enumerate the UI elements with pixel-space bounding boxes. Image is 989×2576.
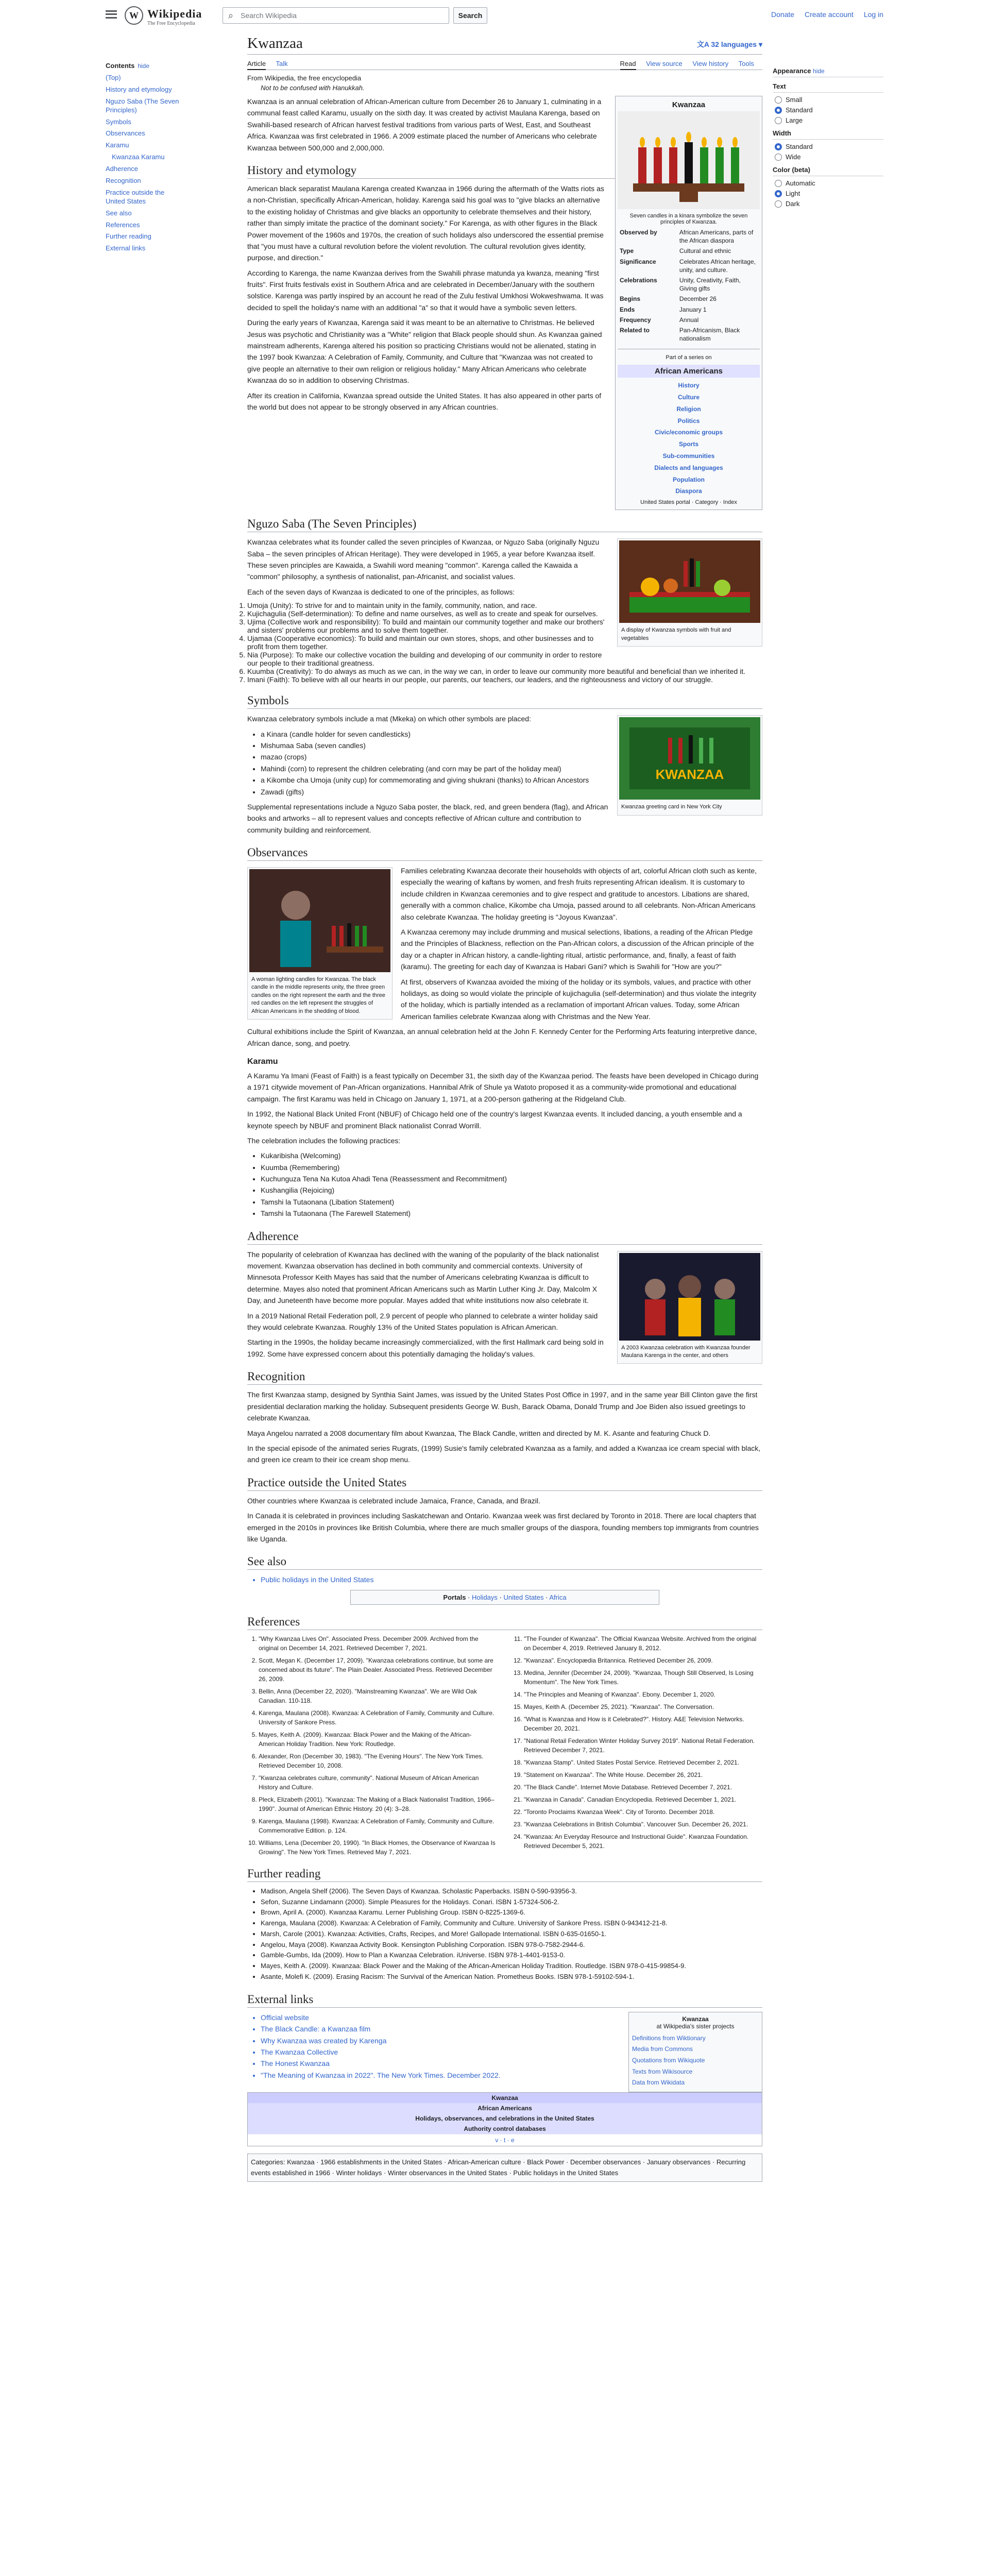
thumb-caption: A display of Kwanzaa symbols with fruit and vegetables [621, 627, 731, 641]
paragraph: Families celebrating Kwanzaa decorate their households with objects of art, colorful African cloth such as kente, especially the wearing of kaftans by women, and fresh fruits representing African idealism. It is customary to include children in Kwanzaa ceremonies and to give respect and gratitude to ancestors. Libations are shared, generally with a common chalice, Kikombe cha Umoja, passed around to all celebrants. Non-African Americans also celebrate Kwanzaa. The holiday greeting is "Joyous Kwanzaa". [401, 867, 757, 921]
external-link[interactable]: • The Black Candle: a Kwanzaa film [261, 2023, 762, 2035]
section-heading: Observances [247, 846, 762, 861]
section-heading: Further reading [247, 1867, 762, 1882]
toc-item[interactable]: Practice outside the United States [106, 188, 165, 205]
reference-item: 6. Alexander, Ron (December 30, 1983). "The Evening Hours". The New York Times. Retrieved December 10, 2008. [259, 1752, 497, 1770]
appearance-group-title: Width [773, 129, 883, 140]
series-row[interactable]: Culture [678, 394, 700, 401]
list-item: 2. Kujichagulia (Self-determination): To define and name ourselves, as well as to create and speak for ourselves. [247, 609, 762, 618]
sister-link[interactable]: Media from Commons [632, 2045, 693, 2053]
site-sub: From Wikipedia, the free encyclopedia [247, 74, 362, 82]
navbox-header[interactable]: African Americans [248, 2103, 762, 2113]
series-footer[interactable]: United States portal · Category · Index [640, 499, 737, 506]
infobox [615, 96, 762, 510]
appearance-option[interactable] [775, 190, 883, 197]
donate-link[interactable]: Donate [771, 10, 795, 19]
search-input[interactable]: ⌕ Search Wikipedia [223, 7, 449, 24]
appearance-title: Appearance hide [773, 67, 883, 77]
series-row[interactable]: Diaspora [675, 487, 702, 495]
list-item: 5. Nia (Purpose): To make our collective vocation the building and developing of our community in order to restore our people to their traditional greatness. [247, 651, 762, 667]
reference-item: 9. Karenga, Maulana (1998). Kwanzaa: A Celebration of Family, Community and Culture. Commemorative Edition. p. 124. [259, 1817, 497, 1835]
infobox-key: Significance [620, 258, 656, 265]
sister-link[interactable]: Definitions from Wiktionary [632, 2034, 706, 2042]
infobox-key: Ends [620, 306, 635, 313]
infobox-title: Kwanzaa [672, 100, 706, 109]
karamu-list [261, 1150, 762, 1219]
list-item: • Tamshi la Tutaonana (Libation Statement) [261, 1196, 762, 1208]
further-reading-item: • Sefon, Suzanne Lindamann (2000). Simple Pleasures for the Holidays. Conari. ISBN 1-57324-506-2. [261, 1897, 762, 1908]
tab-view-source[interactable]: View source [646, 60, 683, 67]
appearance-group-title: Text [773, 82, 883, 93]
section-heading: Nguzo Saba (The Seven Principles) [247, 517, 762, 532]
infobox-key: Frequency [620, 316, 651, 324]
further-reading-item: • Mayes, Keith A. (2009). Kwanzaa: Black Power and the Making of the African-American Holiday Tradition. Routledge. ISBN 978-0-415-99854-9. [261, 1961, 762, 1972]
paragraph: Each of the seven days of Kwanzaa is dedicated to one of the principles, as follows: [247, 587, 515, 596]
list-item: • a Kinara (candle holder for seven candlesticks) [261, 728, 762, 740]
option-label: Standard [786, 143, 813, 150]
tab-talk[interactable]: Talk [276, 60, 288, 67]
thumbnail [247, 867, 393, 1020]
reference-item: 22. "Toronto Proclaims Kwanzaa Week". City of Toronto. December 2018. [524, 1807, 762, 1817]
section-heading: Practice outside the United States [247, 1476, 762, 1491]
external-link[interactable]: • "The Meaning of Kwanzaa in 2022". The New York Times. December 2022. [261, 2070, 762, 2081]
paragraph: Starting in the 1990s, the holiday became increasingly commercialized, with the first Hallmark card being sold in 1992. Some have expressed concern about this potentially damaging the holiday's values. [247, 1338, 604, 1358]
infobox-value: African Americans, parts of the African diaspora [679, 229, 754, 245]
reference-item: 5. Mayes, Keith A. (2009). Kwanzaa: Black Power and the Making of the African-American Holiday Tradition. New York: Routledge. [259, 1730, 497, 1749]
svg-text:KWANZAA: KWANZAA [655, 767, 724, 783]
sister-link[interactable]: Quotations from Wikiquote [632, 2057, 705, 2064]
radio-icon[interactable] [775, 143, 782, 150]
portal-link[interactable]: Holidays [472, 1593, 498, 1601]
appearance-group-title: Color (beta) [773, 166, 883, 176]
wikipedia-globe-logo[interactable]: W [125, 6, 143, 25]
paragraph: In 1992, the National Black United Front (NBUF) of Chicago held one of the country's largest Kwanzaa events. It included dancing, a youth ensemble and a keynote speech by NBUF and prominent Black nationalist Conrad Worrill. [247, 1110, 742, 1130]
section-heading: References [247, 1615, 762, 1630]
appearance-option[interactable] [775, 153, 883, 161]
infobox-value: December 26 [679, 295, 717, 303]
appearance-option[interactable] [775, 96, 883, 104]
infobox-value: Pan-Africanism, Black nationalism [679, 326, 740, 343]
candle-lighting-image[interactable] [249, 869, 390, 972]
reference-item: 16. "What is Kwanzaa and How is it Celebrated?". History. A&E Television Networks. December 20, 2021. [524, 1715, 762, 1733]
series-title[interactable]: African Americans [618, 365, 760, 378]
toc-item[interactable]: Further reading [106, 232, 151, 241]
table-of-contents [106, 62, 183, 256]
external-link[interactable]: • The Kwanzaa Collective [261, 2046, 762, 2058]
toc-subitem[interactable]: Kwanzaa Karamu [112, 153, 165, 161]
external-link[interactable]: • The Honest Kwanzaa [261, 2058, 762, 2069]
appearance-option[interactable] [775, 116, 883, 124]
wordmark[interactable]: Wikipedia [147, 7, 202, 20]
thumb-caption: A 2003 Kwanzaa celebration with Kwanzaa founder Maulana Karenga in the center, and others [621, 1344, 751, 1359]
kwanzaa-display-image[interactable] [619, 540, 760, 623]
list-item: • Kuchunguza Tena Na Kutoa Ahadi Tena (Reassessment and Recommitment) [261, 1173, 762, 1184]
toc-item[interactable]: Karamu [106, 141, 129, 149]
paragraph: During the early years of Kwanzaa, Karenga said it was meant to be an alternative to Christmas. He believed Jesus was psychotic and Christianity was a "White" religion that Black people should shun. As Kwanzaa gained mainstream adherents, Karenga altered his position so practicing Christians would not be alienated, stating in the 1997 book Kwanzaa: A Celebration of Family, Community, and Culture that "Kwanzaa was not created to give people an alternative to their own religion or religious holiday." Many African Americans who celebrate Kwanzaa do so in addition to observing Christmas. [247, 318, 602, 385]
reference-item: 12. "Kwanzaa". Encyclopædia Britannica. Retrieved December 26, 2009. [524, 1656, 762, 1665]
reference-item: 2. Scott, Megan K. (December 17, 2009). "Kwanzaa celebrations continue, but some are concerned about its future". The Plain Dealer. Associated Press. Retrieved December 26, 2009. [259, 1656, 497, 1684]
toc-item[interactable]: Symbols [106, 117, 131, 126]
toc-item[interactable]: References [106, 221, 140, 229]
paragraph: Kwanzaa celebrates what its founder called the seven principles of Kwanzaa, or Nguzo Saba (originally Nguzu Saba – the seven principles of African Heritage). They were developed in 1965, a year before Kwanzaa itself. These seven principles are Kawaida, a Swahili word meaning "common". Karenga called the Kawaida a "common" philosophy, a synthesis of nationalist, pan-Africanist, and socialist values. [247, 538, 600, 581]
sister-link[interactable]: Data from Wikidata [632, 2079, 685, 2087]
reference-item: 17. "National Retail Federation Winter Holiday Survey 2019". National Retail Federation. Retrieved December 7, 2021. [524, 1736, 762, 1755]
tagline: The Free Encyclopedia [147, 21, 195, 26]
hatnote: Not to be confused with Hanukkah. [261, 84, 365, 92]
thumbnail [617, 538, 762, 647]
sister-box-note: at Wikipedia's sister projects [656, 2022, 735, 2030]
category-links[interactable]: Categories: Kwanzaa · 1966 establishments in the United States · African-American culture · Black Power · December observances · January observances · Recurring events established in 1966 · Winter holidays · Winter observances in the United States · Public holidays in the United States [247, 2154, 762, 2182]
appearance-hide-button[interactable]: hide [813, 67, 825, 75]
series-part: Part of a series on [666, 354, 712, 361]
series-row[interactable]: History [678, 382, 700, 389]
section-heading: Recognition [247, 1370, 762, 1385]
further-reading-item: • Madison, Angela Shelf (2006). The Seven Days of Kwanzaa. Scholastic Paperbacks. ISBN 0-590-93956-3. [261, 1886, 762, 1897]
infobox-key: Related to [620, 326, 650, 334]
series-row[interactable]: Sports [678, 440, 698, 448]
further-reading-item: • Angelou, Maya (2008). Kwanzaa Activity Book. Kensington Publishing Corporation. ISBN 978-0-7582-2944-6. [261, 1940, 762, 1951]
list-item: • Tamshi la Tutaonana (The Farewell Statement) [261, 1208, 762, 1219]
radio-icon[interactable] [775, 180, 782, 187]
reference-item: 15. Mayes, Keith A. (December 25, 2021). "Kwanzaa". The Conversation. [524, 1702, 762, 1711]
toc-item[interactable]: See also [106, 209, 132, 217]
reference-item: 10. Williams, Lena (December 20, 1990). "In Black Homes, the Observance of Kwanzaa Is Growing". The New York Times. Retrieved May 7, 2021. [259, 1838, 497, 1857]
paragraph: Maya Angelou narrated a 2008 documentary film about Kwanzaa, The Black Candle, written and directed by M. K. Asante and featuring Chuck D. [247, 1429, 711, 1437]
reference-item: 24. "Kwanzaa: An Everyday Resource and Instructional Guide". Kwanzaa Foundation. Retrieved December 5, 2021. [524, 1832, 762, 1851]
reference-list [247, 1634, 762, 1857]
paragraph: In Canada it is celebrated in provinces including Saskatchewan and Ontario. Kwanzaa week was first declared by Toronto in 2018. There are local chapters that emerged in the 2010s in provinces like British Columbia, where there are much smaller groups of the diaspora, founding members top immigrants from countries like Uganda. [247, 1512, 759, 1543]
infobox-value: Annual [679, 316, 699, 324]
toc-item[interactable]: Nguzo Saba (The Seven Principles) [106, 97, 179, 114]
further-reading-item: • Karenga, Maulana (2008). Kwanzaa: A Celebration of Family, Community and Culture. University of Sankore Press. ISBN 0-943412-21-8. [261, 1918, 762, 1929]
paragraph: The first Kwanzaa stamp, designed by Synthia Saint James, was issued by the United States Post Office in 1997, and in the same year Bill Clinton gave the first presidential declaration marking the holiday. Subsequent presidents George W. Bush, Barack Obama, Donald Trump and Joe Biden also issued greetings to celebrate Kwanzaa. [247, 1391, 758, 1422]
list-item: • Kushangilia (Rejoicing) [261, 1184, 762, 1196]
appearance-option[interactable] [775, 143, 883, 150]
create-account-link[interactable]: Create account [805, 10, 854, 19]
celebration-photo[interactable] [619, 1253, 760, 1341]
reference-item: 13. Medina, Jennifer (December 24, 2009). "Kwanzaa, Though Still Observed, Is Losing Momentum". The New York Times. [524, 1668, 762, 1687]
further-reading-item: • Gamble-Gumbs, Ida (2009). How to Plan a Kwanzaa Celebration. iUniverse. ISBN 978-1-4401-9153-0. [261, 1950, 762, 1961]
list-item: 6. Kuumba (Creativity): To do always as much as we can, in the way we can, in order to leave our community more beautiful and beneficial than we inherited it. [247, 667, 762, 675]
reference-item: 8. Pleck, Elizabeth (2001). "Kwanzaa: The Making of a Black Nationalist Tradition, 1966–1990". Journal of American Ethnic History. 20 (4): 3–28. [259, 1795, 497, 1814]
series-row[interactable]: Population [673, 476, 705, 483]
paragraph: Cultural exhibitions include the Spirit of Kwanzaa, an annual celebration held at the John F. Kennedy Center for the Performing Arts featuring interpretive dance, African dance, song, and poetry. [247, 1027, 757, 1047]
option-label: Standard [786, 106, 813, 114]
infobox-key: Begins [620, 295, 641, 303]
portal-link[interactable]: Africa [549, 1593, 567, 1601]
main-menu-icon[interactable] [106, 10, 117, 19]
reference-item: 19. "Statement on Kwanzaa". The White House. December 26, 2021. [524, 1770, 762, 1780]
appearance-option[interactable] [775, 179, 883, 187]
sister-projects-box [628, 2012, 762, 2092]
list-item: 3. Ujima (Collective work and responsibility): To build and maintain our community together and make our brothers' and sisters' problems our problems and to solve them together. [247, 618, 762, 634]
further-reading-item: • Brown, April A. (2000). Kwanzaa Karamu. Lerner Publishing Group. ISBN 0-8225-1369-6. [261, 1907, 762, 1918]
navbox [247, 2092, 762, 2146]
radio-icon[interactable] [775, 96, 782, 104]
radio-icon[interactable] [775, 190, 782, 197]
paragraph: Supplemental representations include a Nguzo Saba poster, the black, red, and green bendera (flag), and African books and artworks – all to represent values and concepts reflective of African culture and contribution to community building and reinforcement. [247, 802, 608, 834]
paragraph: The celebration includes the following practices: [247, 1136, 401, 1145]
reference-item: 21. "Kwanzaa in Canada". Canadian Encyclopedia. Retrieved December 1, 2021. [524, 1795, 762, 1804]
list-item: • Zawadi (gifts) [261, 786, 762, 798]
reference-item: 14. "The Principles and Meaning of Kwanzaa". Ebony. December 1, 2020. [524, 1690, 762, 1699]
external-link[interactable]: • Official website [261, 2012, 762, 2023]
option-label: Wide [786, 153, 801, 161]
reference-item: 23. "Kwanzaa Celebrations in British Columbia". Vancouver Sun. December 26, 2021. [524, 1820, 762, 1829]
option-label: Automatic [786, 179, 815, 187]
section-heading: Adherence [247, 1230, 762, 1245]
toc-item[interactable]: (Top) [106, 74, 121, 81]
reference-item: 1. "Why Kwanzaa Lives On". Associated Press. December 2009. Archived from the original on December 14, 2021. Retrieved December 7, 2021. [259, 1634, 497, 1653]
navbox-header[interactable]: Kwanzaa [248, 2093, 762, 2103]
infobox-value: Unity, Creativity, Faith, Giving gifts [679, 276, 741, 293]
infobox-key: Type [620, 247, 634, 255]
infobox-caption: Seven candles in a kinara symbolize the seven principles of Kwanzaa. [629, 213, 748, 225]
series-row[interactable]: Sub-communities [662, 452, 715, 460]
thumbnail [617, 1251, 762, 1364]
toc-item[interactable]: Observances [106, 129, 145, 138]
infobox-value: January 1 [679, 306, 707, 313]
list-item: • Kukaribisha (Welcoming) [261, 1150, 762, 1161]
tools-menu[interactable]: Tools [738, 60, 754, 67]
further-reading-item: • Marsh, Carole (2001). Kwanzaa: Activities, Crafts, Recipes, and More! Gallopade International. ISBN 0-635-01650-1. [261, 1929, 762, 1940]
list-item: 7. Imani (Faith): To believe with all our hearts in our people, our parents, our teachers, our leaders, and the righteousness and victory of our struggle. [247, 675, 762, 684]
tab-article[interactable]: Article [247, 60, 266, 70]
paragraph: Kwanzaa celebratory symbols include a mat (Mkeka) on which other symbols are placed: [247, 715, 531, 723]
user-tools [763, 10, 883, 19]
thumb-caption: A woman lighting candles for Kwanzaa. The black candle in the middle represents unity, the three green candles on the right represent the earth and the three red candles on the left represent the struggles of African Americans in the shedding of blood. [251, 976, 385, 1014]
infobox-value: Celebrates African heritage, unity, and culture. [679, 258, 756, 274]
see-also-list [261, 1574, 762, 1585]
infobox-key: Celebrations [620, 276, 657, 284]
list-item: • Mishumaa Saba (seven candles) [261, 740, 762, 751]
further-reading-list [261, 1886, 762, 1982]
navbox-header[interactable]: Authority control databases [248, 2124, 762, 2134]
article-content [247, 35, 762, 2182]
paragraph: A Karamu Ya Imani (Feast of Faith) is a feast typically on December 31, the sixth day of the Kwanzaa period. The feasts have been developed in Chicago during a 1971 citywide movement of Pan-African organizations. Hannibal Afrik of Shule ya Watoto proposed it as a community-wide promotional and educational campaign. The first Karamu was held in Chicago on January 1, 1971, at a 200-person gathering at the Ridgeland Club. [247, 1071, 759, 1103]
paragraph: Other countries where Kwanzaa is celebrated include Jamaica, France, Canada, and Brazil. [247, 1496, 540, 1505]
site-header [0, 0, 989, 31]
series-sidebar [618, 349, 760, 507]
sister-link[interactable]: Texts from Wikisource [632, 2067, 693, 2075]
tab-view-history[interactable]: View history [692, 60, 729, 67]
thumbnail [617, 715, 762, 815]
series-row[interactable]: Politics [677, 417, 700, 425]
page-title: Kwanzaa [247, 35, 762, 55]
reference-item: 4. Karenga, Maulana (2008). Kwanzaa: A Celebration of Family, Community and Culture. University of Sankore Press. [259, 1708, 497, 1727]
external-link[interactable]: • Why Kwanzaa was created by Karenga [261, 2035, 762, 2046]
reference-item: 20. "The Black Candle". Internet Movie Database. Retrieved December 7, 2021. [524, 1783, 762, 1792]
list-item: • mazao (crops) [261, 751, 762, 762]
appearance-panel [773, 62, 883, 210]
greeting-card-image[interactable] [619, 717, 760, 800]
series-row[interactable]: Civic/economic groups [654, 429, 723, 436]
paragraph: A Kwanzaa ceremony may include drumming and musical selections, libations, a reading of the African Pledge and the Principles of Blackness, reflection on the Pan-African colors, a discussion of the African principle of the day or a chapter in African history, a candle-lighting ritual, artistic performance, and, finally, a feast of faith (karamu). The greeting for each day of Kwanzaa is Habari Gani? which is Swahili for "How are you?" [401, 928, 754, 971]
option-label: Small [786, 96, 803, 104]
paragraph: In the special episode of the animated series Rugrats, (1999) Susie's family celebrated Kwanzaa as a family, and added a Kwanzaa ice cream special with black, and green ice cream to their ice cream shop menu. [247, 1444, 761, 1464]
toc-item[interactable]: History and etymology [106, 85, 172, 93]
navbox-header[interactable]: Holidays, observances, and celebrations in the United States [248, 2113, 762, 2124]
series-row[interactable]: Religion [676, 405, 701, 413]
toc-hide-button[interactable]: hide [138, 62, 150, 70]
infobox-value: Cultural and ethnic [679, 247, 731, 255]
radio-icon[interactable] [775, 154, 782, 161]
option-label: Large [786, 116, 803, 124]
reference-item: 7. "Kwanzaa celebrates culture, community". National Museum of African American History and Culture. [259, 1773, 497, 1792]
paragraph: American black separatist Maulana Karenga created Kwanzaa in 1966 during the aftermath of the Watts riots as a non-Christian, specifically African-American, holiday. Karenga said his goal was to "give blacks an alternative to the existing holiday of Christmas and give blacks an opportunity to celebrate themselves and their history, rather than simply imitate the practice of the dominant society." For Karenga, as with other figures in the Black Power movement of the 1960s and 1970s, the creation of such holidays also underscored the essential premise that "you must have a cultural revolution before the violent revolution. The cultural revolution gives identity, purpose, and direction." [247, 184, 604, 262]
reference-item: 18. "Kwanzaa Stamp". United States Postal Service. Retrieved December 2, 2021. [524, 1758, 762, 1767]
series-row[interactable]: Dialects and languages [654, 464, 723, 471]
list-item: • a Kikombe cha Umoja (unity cup) for commemorating and giving shukrani (thanks) to African Ancestors [261, 774, 762, 786]
paragraph: The popularity of celebration of Kwanzaa has declined with the waning of the popularity of the black nationalist movement. Kwanzaa observation has declined in both community and commercial contexts. University of Minnesota Professor Keith Mayes has said that the number of Americans celebrating Kwanzaa is difficult to determine. Mayes also noted that prominent African Americans such as Martin Luther King Jr. Day, Malcolm X Day, and Juneteenth have become more popular. Mayes added that white institutions now also celebrate it. [247, 1250, 599, 1305]
sister-box-title: Kwanzaa [682, 2015, 709, 2023]
tab-read[interactable]: Read [620, 60, 636, 70]
paragraph: At first, observers of Kwanzaa avoided the mixing of the holiday or its symbols, values, and practice with other holidays, as doing so would violate the principle of kujichagulia (self-determination) and thus violate the integrity of the holiday, which is partially intended as a reclamation of important African values. Today, some African American families celebrate Kwanzaa along with Christmas and the New Year. [401, 977, 757, 1021]
lead-paragraph: Kwanzaa is an annual celebration of African-American culture from December 26 to January 1, culminating in a communal feast called Karamu, usually on the sixth day. It was created by activist Maulana Karenga, based on Swahili-based research of African harvest festival traditions from various parts of West, East, and Southeast Africa. Kwanzaa was first celebrated in 1966. A 2009 estimate placed the number of Americans who celebrate Kwanzaa between 500,000 and 2,000,000. [247, 97, 602, 152]
paragraph: In a 2019 National Retail Federation poll, 2.9 percent of people who planned to celebrate a winter holiday said they would celebrate Kwanzaa. Roughly 13% of the United States population is African American. [247, 1311, 598, 1331]
login-link[interactable]: Log in [863, 10, 883, 19]
paragraph: According to Karenga, the name Kwanzaa derives from the Swahili phrase matunda ya kwanza, meaning "first fruits". First fruits festivals exist in Southern Africa and are celebrated in December/January with the southern solstice. Karenga was partly inspired by an account he read of the Zulu festival Umkhosi Wokweshwama. It was decided to spell the holiday's name with an additional "a" so that it would have a symbolic seven letters. [247, 268, 604, 312]
toc-item[interactable]: Adherence [106, 165, 138, 173]
thumb-caption: Kwanzaa greeting card in New York City [621, 804, 722, 810]
radio-icon[interactable] [775, 200, 782, 208]
portal-link[interactable]: United States [503, 1593, 544, 1601]
list-item: • Mahindi (corn) to represent the children celebrating (and corn may be part of the holiday meal) [261, 763, 762, 774]
appearance-option[interactable] [775, 200, 883, 208]
option-label: Light [786, 190, 800, 197]
section-heading: External links [247, 1993, 762, 2008]
kinara-image[interactable] [618, 111, 760, 209]
subsection-heading: Karamu [247, 1057, 278, 1066]
infobox-table [618, 227, 760, 344]
option-label: Dark [786, 200, 800, 208]
toc-title: Contents hide [106, 62, 150, 70]
section-heading: Symbols [247, 694, 762, 709]
reference-item: 11. "The Founder of Kwanzaa". The Official Kwanzaa Website. Archived from the original on December 4, 2019. Retrieved January 8, 2012. [524, 1634, 762, 1653]
language-button[interactable]: 文A 32 languages ▾ [696, 40, 762, 48]
radio-icon[interactable] [775, 107, 782, 114]
reference-item: 3. Bellin, Anna (December 22, 2020). "Mainstreaming Kwanzaa". We are Wild Oak Canadian. 110-118. [259, 1687, 497, 1705]
list-item: 4. Ujamaa (Cooperative economics): To build and maintain our own stores, shops, and other businesses and to profit from them together. [247, 634, 762, 651]
appearance-option[interactable] [775, 106, 883, 114]
page-tabs [247, 58, 762, 70]
further-reading-item: • Asante, Molefi K. (2009). Erasing Racism: The Survival of the American Nation. Prometheus Books. ISBN 978-1-59102-594-1. [261, 1972, 762, 1982]
portal-label: Portals [443, 1593, 466, 1601]
radio-icon[interactable] [775, 117, 782, 124]
toc-item[interactable]: External links [106, 244, 146, 252]
search-button[interactable]: Search [453, 7, 487, 24]
section-heading: History and etymology [247, 164, 762, 179]
toc-item[interactable]: Recognition [106, 177, 141, 185]
infobox-key: Observed by [620, 229, 657, 236]
section-heading: See also [247, 1555, 762, 1570]
paragraph: After its creation in California, Kwanzaa spread outside the United States. It has also appeared in other parts of the world but does not appear to be strongly observed in any African countries. [247, 391, 602, 411]
list-item: 1. Umoja (Unity): To strive for and to maintain unity in the family, community, nation, and race. [247, 601, 762, 609]
navbox-vte[interactable]: v · t · e [248, 2134, 762, 2146]
portal-bar: Portals · Holidays · United States · Africa [350, 1590, 659, 1605]
list-item: • Kuumba (Remembering) [261, 1162, 762, 1173]
list-item[interactable]: • Public holidays in the United States [261, 1574, 762, 1585]
